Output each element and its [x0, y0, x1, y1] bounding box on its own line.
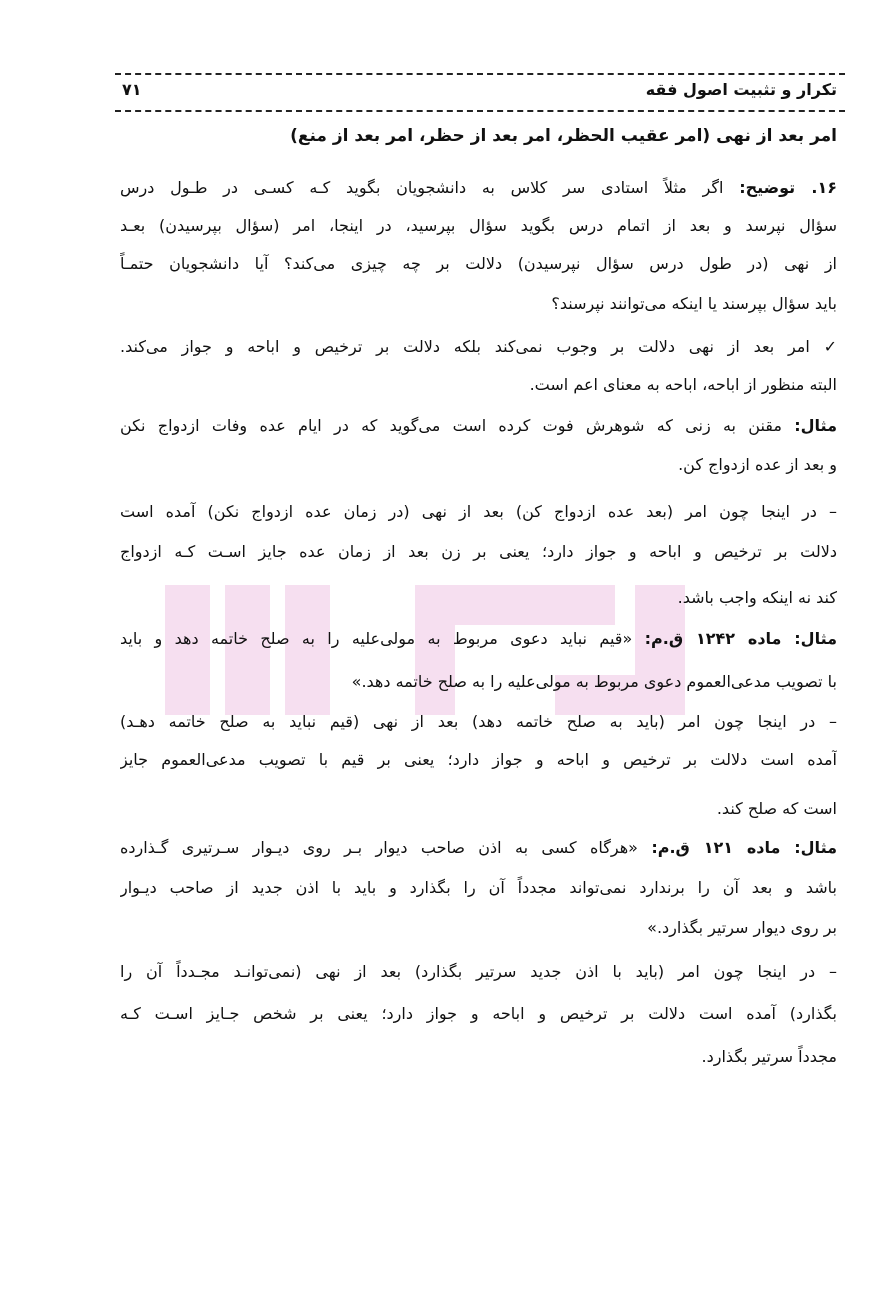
text-line: [120, 335, 837, 359]
bold-label: مثال: ماده ۱۲۱ ق.م:: [651, 838, 837, 857]
line-text: بگذارد) آمده است دلالت بر ترخیص و اباحه و جواز دارد؛ یعنی بر شخص جـایز اسـت کـه: [120, 1004, 837, 1023]
text-line: [120, 797, 837, 821]
line-text: – در اینجا چون امر (بعد عده ازدواج کن) بعد از نهی (در زمان عده ازدواج نکن) آمده است: [120, 502, 837, 521]
line-text: بر روی دیوار سرتیر بگذارد.»: [647, 918, 837, 937]
text-line: [120, 373, 837, 397]
line-text: – در اینجا چون امر (باید با اذن جدید سرتیر بگذارد) بعد از نهی (نمی‌توانـد مجـدداً آن را: [120, 962, 837, 981]
line-text: کند نه اینکه واجب باشد.: [677, 588, 837, 607]
text-line: [120, 500, 837, 524]
line-text: اگر مثلاً استادی سر کلاس به دانشجویان بگوید کـه کسـی در طـول درس: [120, 178, 740, 197]
text-line: [120, 252, 837, 276]
line-text: و بعد از عده ازدواج کن.: [678, 455, 837, 474]
text-line: [120, 916, 837, 940]
text-line: [120, 586, 837, 610]
running-header-title: تکرار و تثبیت اصول فقه: [645, 80, 837, 99]
line-text: باید سؤال بپرسند یا اینکه می‌توانند نپرسند؟: [551, 294, 837, 313]
line-text: «هرگاه کسی به اذن صاحب دیوار بـر روی دیـوار سـرتیری گـذارده: [120, 838, 652, 857]
text-line: [120, 710, 837, 734]
section-heading: [120, 124, 837, 148]
line-text: ✓ امر بعد از نهی دلالت بر وجوب نمی‌کند بلکه دلالت بر ترخیص و اباحه و جواز می‌کند.: [120, 337, 837, 356]
line-text: البته منظور از اباحه، اباحه به معنای اعم است.: [529, 375, 837, 394]
text-line: [120, 414, 837, 438]
page-number: ۷۱: [122, 80, 142, 99]
line-text: است که صلح کند.: [716, 799, 837, 818]
line-text: مجدداً سرتیر بگذارد.: [701, 1047, 837, 1066]
line-text: مقنن به زنی که شوهرش فوت کرده است می‌گوید که در ایام عده وفات ازدواج نکن: [120, 416, 795, 435]
header-bottom-rule: [115, 110, 845, 112]
bold-label: امر بعد از نهی (امر عقیب الحظر، امر بعد از حظر، امر بعد از منع): [290, 126, 837, 146]
bold-label: مثال:: [794, 416, 837, 435]
text-line: [120, 453, 837, 477]
line-text: سؤال نپرسد و بعد از اتمام درس بگوید سؤال بپرسید، در اینجا، امر (سؤال بپرسیدن) بعـد: [120, 216, 837, 235]
text-line: [120, 670, 837, 694]
text-line: [120, 748, 837, 772]
text-line: [120, 214, 837, 238]
line-text: با تصویب مدعی‌العموم دعوی مربوط به مولی‌علیه را به صلح خاتمه دهد.»: [351, 672, 837, 691]
line-text: – در اینجا چون امر (باید به صلح خاتمه دهد) بعد از نهی (قیم نباید به صلح خاتمه دهـد): [120, 712, 837, 731]
text-line: [120, 292, 837, 316]
text-line: [120, 876, 837, 900]
text-line: [120, 1002, 837, 1026]
line-text: آمده است دلالت بر ترخیص و اباحه و جواز دارد؛ یعنی بر قیم با تصویب مدعی‌العموم جایز: [120, 750, 837, 769]
text-line: [120, 1045, 837, 1069]
line-text: باشد و بعد آن را برندارد نمی‌تواند مجدداً آن را بگذارد و باید با اذن جدید از صاحب دیـوار: [120, 878, 837, 897]
bold-label: ۱۶. توضیح:: [739, 178, 837, 197]
bold-label: مثال: ماده ۱۲۴۲ ق.م:: [644, 629, 837, 648]
text-line: [120, 176, 837, 200]
header-top-rule: [115, 73, 845, 75]
line-text: از نهی (در طول درس سؤال نپرسیدن) دلالت بر چه چیزی می‌کند؟ آیا دانشجویان حتمـاً: [120, 254, 837, 273]
line-text: دلالت بر ترخیص و اباحه و جواز دارد؛ یعنی بر زن بعد از زمان عده جایز اسـت کـه ازدواج: [120, 542, 837, 561]
line-text: «قیم نباید دعوی مربوط به مولی‌علیه را به صلح خاتمه دهد و باید: [120, 629, 645, 648]
text-line: [120, 836, 837, 860]
text-line: [120, 960, 837, 984]
text-line: [120, 627, 837, 651]
text-line: [120, 540, 837, 564]
